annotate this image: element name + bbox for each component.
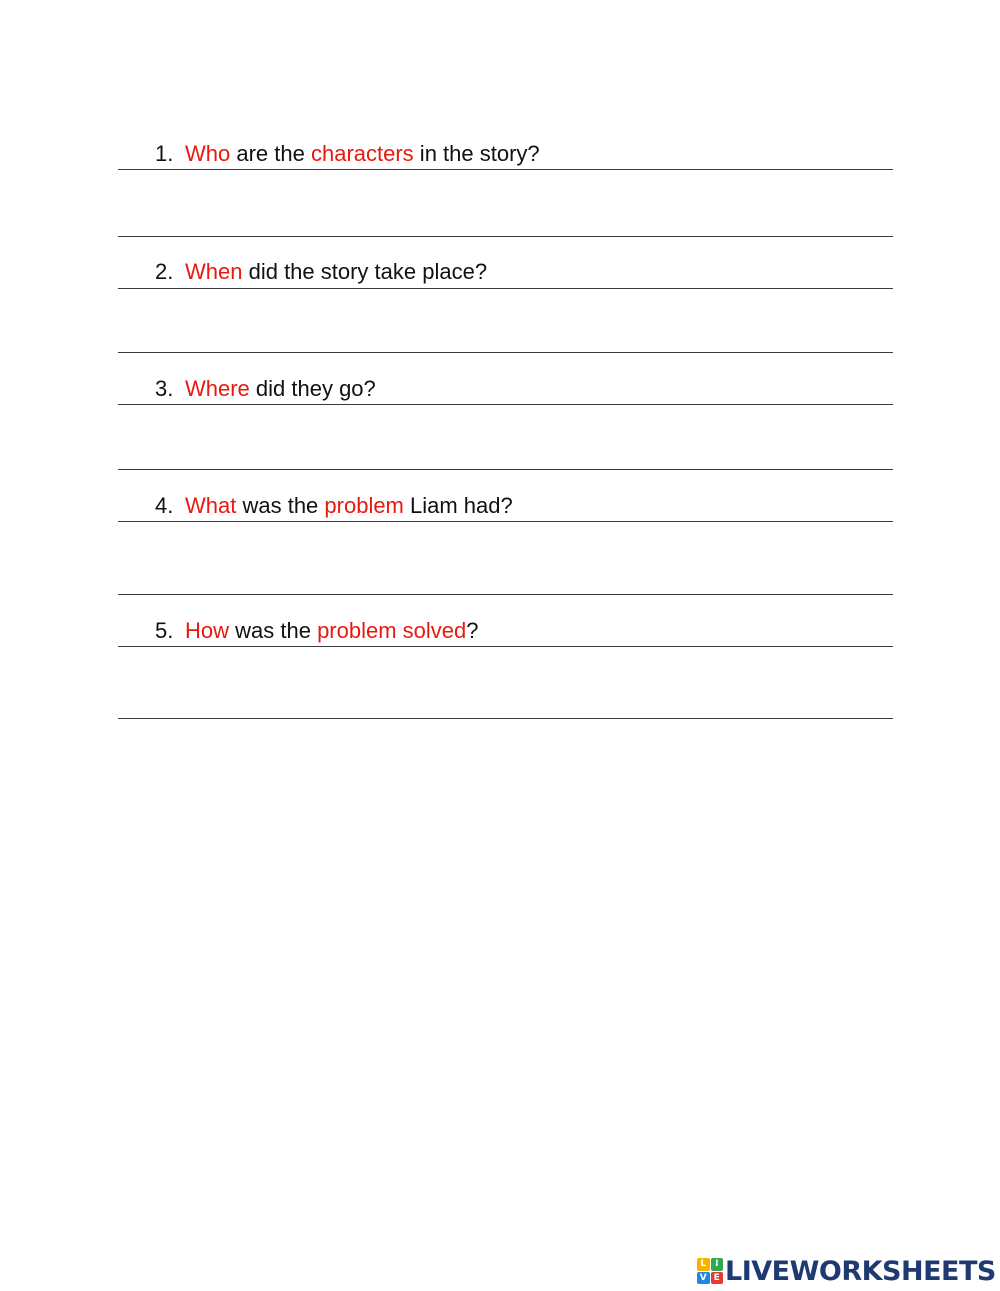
question-keyword: When (185, 259, 243, 284)
answer-line[interactable] (118, 594, 893, 595)
logo-text: LIVEWORKSHEETS (725, 1255, 996, 1287)
answer-line[interactable] (118, 718, 893, 719)
question-underline (118, 521, 893, 522)
question-text: Liam had? (403, 493, 513, 518)
liveworksheets-logo (697, 1256, 996, 1286)
question-number: 2. (155, 259, 174, 284)
logo-mark-letter: E (711, 1272, 724, 1285)
question-text: was the (229, 618, 318, 643)
logo-mark-icon (697, 1258, 723, 1284)
question-4 (155, 493, 513, 519)
question-keyword: How (185, 618, 230, 643)
question-5 (155, 618, 479, 644)
question-number: 4. (155, 493, 174, 518)
question-text: ? (466, 618, 479, 643)
question-text: did they go? (249, 376, 376, 401)
question-keyword: What (185, 493, 237, 518)
logo-mark-letter: L (697, 1258, 710, 1271)
question-keyword: problem solved (317, 618, 467, 643)
question-text: did the story take place? (242, 259, 488, 284)
question-1 (155, 141, 540, 167)
answer-line[interactable] (118, 469, 893, 470)
answer-line[interactable] (118, 236, 893, 237)
question-text: in the story? (413, 141, 540, 166)
question-number: 3. (155, 376, 174, 401)
question-keyword: Who (185, 141, 231, 166)
question-text: was the (236, 493, 325, 518)
question-underline (118, 288, 893, 289)
question-underline (118, 169, 893, 170)
question-number: 1. (155, 141, 174, 166)
question-2 (155, 259, 487, 285)
question-text: are the (230, 141, 311, 166)
question-keyword: problem (324, 493, 404, 518)
question-3 (155, 376, 376, 402)
question-number: 5. (155, 618, 174, 643)
question-underline (118, 646, 893, 647)
question-underline (118, 404, 893, 405)
logo-mark-letter: V (697, 1272, 710, 1285)
question-keyword: Where (185, 376, 250, 401)
answer-line[interactable] (118, 352, 893, 353)
question-keyword: characters (310, 141, 414, 166)
logo-mark-letter: I (711, 1258, 724, 1271)
